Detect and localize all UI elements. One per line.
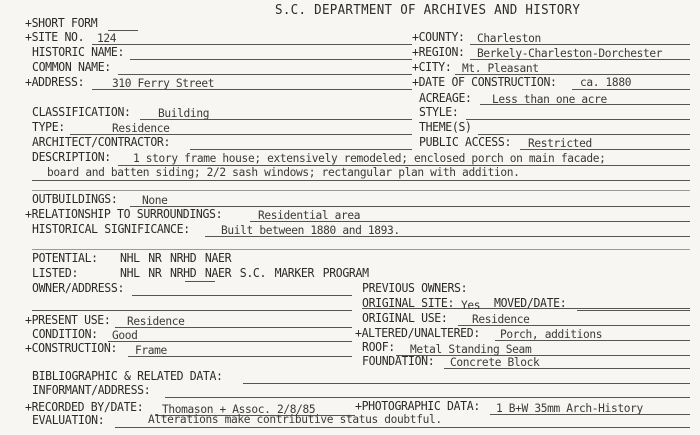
- potential-options: NHL NR NRHD NAER: [120, 250, 232, 265]
- relationship-label: +RELATIONSHIP TO SURROUNDINGS:: [25, 206, 223, 221]
- recorded-by-value: Thomason + Assoc. 2/8/85: [162, 402, 316, 416]
- description-line-1: 1 story frame house; extensively remodeled; enclosed porch on main facade;: [133, 151, 606, 165]
- common-name-label: COMMON NAME:: [32, 59, 111, 74]
- listed-label: LISTED:: [32, 265, 79, 280]
- public-access-value: Restricted: [528, 136, 592, 150]
- short-form-label: +SHORT FORM: [25, 15, 98, 30]
- foundation-line: [444, 368, 690, 369]
- acreage-label: ACREAGE:: [419, 90, 472, 105]
- style-label: STYLE:: [419, 104, 459, 119]
- foundation-label: FOUNDATION:: [362, 353, 435, 368]
- owner-line: [132, 295, 352, 296]
- significance-value: Built between 1880 and 1893.: [221, 223, 400, 237]
- original-use-value: Residence: [472, 312, 530, 326]
- present-use-value: Residence: [127, 314, 185, 328]
- historic-name-label: HISTORIC NAME:: [32, 44, 125, 59]
- original-use-line: [458, 325, 690, 326]
- evaluation-label: EVALUATION:: [32, 412, 105, 427]
- roof-label: ROOF:: [362, 339, 395, 354]
- description-label: DESCRIPTION:: [32, 149, 111, 164]
- date-of-construction-label: +DATE OF CONSTRUCTION:: [412, 74, 557, 89]
- present-use-line: [115, 327, 352, 328]
- date-line: [572, 89, 690, 90]
- description-rule-2: [32, 180, 690, 181]
- site-no-value: 124: [97, 31, 117, 45]
- owner-line-2: [32, 310, 352, 311]
- bibliographic-label: BIBLIOGRAPHIC & RELATED DATA:: [32, 368, 223, 383]
- construction-line: [128, 356, 352, 357]
- altered-value: Porch, additions: [500, 327, 603, 341]
- outbuildings-label: OUTBUILDINGS:: [32, 191, 118, 206]
- bibliographic-line: [243, 383, 690, 384]
- county-value: Charleston: [477, 31, 541, 45]
- public-access-line: [520, 149, 690, 150]
- significance-label: HISTORICAL SIGNIFICANCE:: [32, 221, 190, 236]
- classification-value: Building: [158, 106, 210, 120]
- original-site-value: Yes: [461, 298, 481, 312]
- section-divider: [32, 190, 690, 191]
- site-no-label: +SITE NO.: [25, 29, 85, 44]
- condition-label: CONDITION:: [32, 326, 98, 341]
- altered-line: [495, 340, 690, 341]
- description-line-2: board and batten siding; 2/2 sash windows; rectangular plan with addition.: [47, 165, 520, 179]
- site-no-line: [92, 44, 412, 45]
- present-use-label: +PRESENT USE:: [25, 312, 111, 327]
- historic-name-line: [130, 59, 412, 60]
- acreage-value: Less than one acre: [492, 92, 607, 106]
- evaluation-value: Alterations make contributive status doubtful.: [148, 412, 442, 426]
- address-label: +ADDRESS:: [25, 74, 85, 89]
- classification-line: [140, 119, 412, 120]
- city-value: Mt. Pleasant: [462, 61, 539, 75]
- region-label: +REGION:: [412, 44, 465, 59]
- city-label: +CITY:: [412, 59, 452, 74]
- construction-label: +CONSTRUCTION:: [25, 340, 118, 355]
- address-line: [92, 89, 412, 90]
- evaluation-line: [115, 427, 690, 428]
- construction-value: Frame: [135, 343, 167, 357]
- acreage-line: [480, 104, 690, 105]
- altered-label: +ALTERED/UNALTERED:: [355, 325, 480, 340]
- moved-date-label: MOVED/DATE:: [494, 295, 567, 310]
- outbuildings-value: None: [142, 193, 168, 207]
- significance-line: [205, 236, 690, 237]
- architect-line: [190, 149, 412, 150]
- original-use-label: ORIGINAL USE:: [362, 310, 448, 325]
- type-value: Residence: [112, 121, 170, 135]
- common-name-line: [118, 74, 412, 75]
- date-of-construction-value: ca. 1880: [580, 75, 632, 89]
- photographic-data-label: +PHOTOGRAPHIC DATA:: [355, 398, 480, 413]
- roof-line: [396, 355, 690, 356]
- moved-date-line: [577, 310, 690, 311]
- listed-nrhd-underline: [185, 281, 215, 282]
- informant-label: INFORMANT/ADDRESS:: [32, 382, 151, 397]
- photographic-data-line: [490, 414, 690, 415]
- original-site-label: ORIGINAL SITE:: [362, 295, 455, 310]
- potential-label: POTENTIAL:: [32, 250, 98, 265]
- theme-label: THEME(S): [419, 119, 472, 134]
- roof-value: Metal Standing Seam: [410, 342, 532, 356]
- public-access-label: PUBLIC ACCESS:: [419, 134, 512, 149]
- relationship-line: [250, 221, 690, 222]
- architect-label: ARCHITECT/CONTRACTOR:: [32, 134, 171, 149]
- previous-owners-label: PREVIOUS OWNERS:: [362, 280, 468, 295]
- county-line: [470, 44, 690, 45]
- condition-line: [108, 341, 352, 342]
- classification-label: CLASSIFICATION:: [32, 104, 131, 119]
- recorded-by-label: +RECORDED BY/DATE:: [25, 399, 144, 414]
- type-label: TYPE:: [32, 119, 65, 134]
- listed-options: NHL NR NRHD NAER S.C. MARKER PROGRAM: [120, 265, 369, 280]
- condition-value: Good: [112, 328, 138, 342]
- county-label: +COUNTY:: [412, 29, 465, 44]
- photographic-data-value: 1 B+W 35mm Arch-History: [496, 401, 643, 415]
- address-value: 310 Ferry Street: [112, 76, 215, 90]
- style-line: [466, 119, 690, 120]
- foundation-value: Concrete Block: [450, 355, 540, 369]
- region-line: [470, 59, 690, 60]
- relationship-value: Residential area: [258, 208, 361, 222]
- region-value: Berkely-Charleston-Dorchester: [477, 46, 663, 60]
- page-title: S.C. DEPARTMENT OF ARCHIVES AND HISTORY: [275, 1, 581, 18]
- owner-label: OWNER/ADDRESS:: [32, 280, 125, 295]
